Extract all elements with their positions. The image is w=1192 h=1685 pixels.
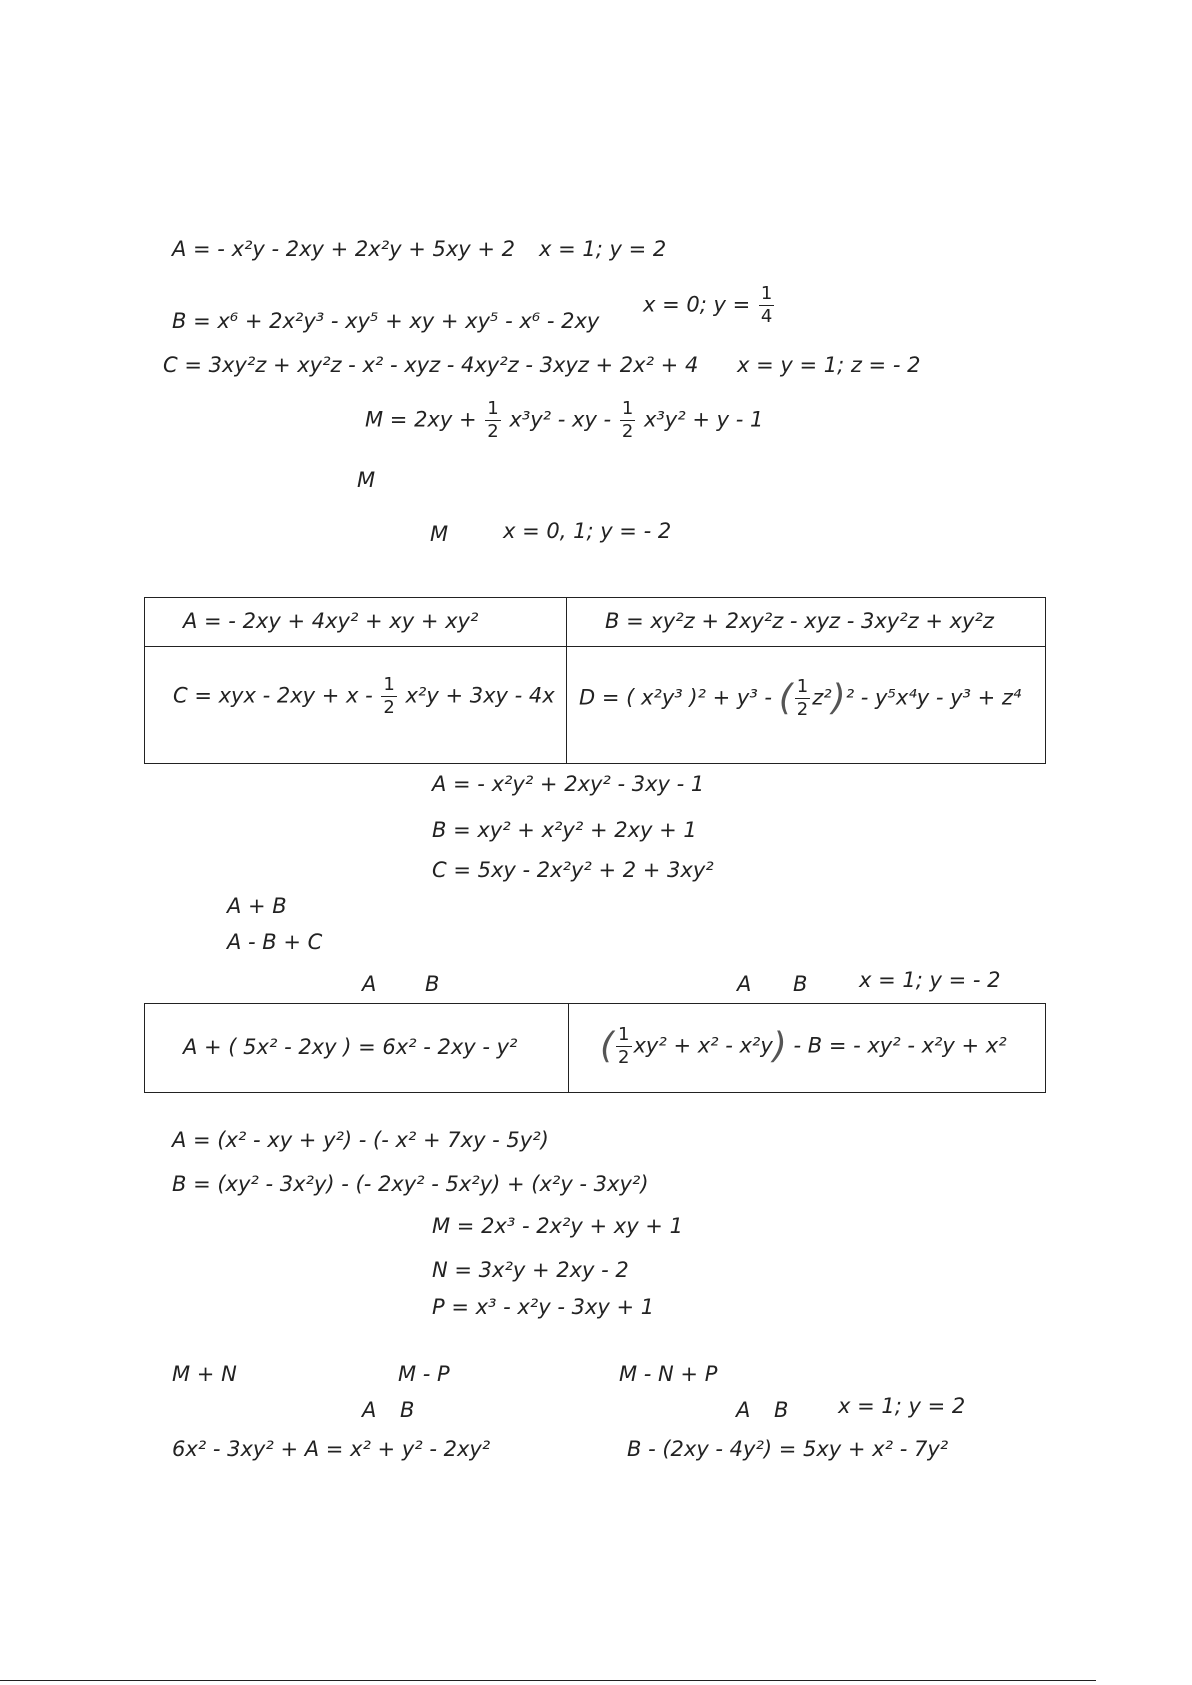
condition-b xyxy=(643,283,776,328)
paren-close: ) xyxy=(772,1025,787,1067)
equation-m3: M = 2x³ - 2x²y + xy + 1 xyxy=(432,1214,683,1238)
polynomial-table-2 xyxy=(144,1003,1046,1093)
equation-final-1: 6x² - 3xy² + A = x² + y² - 2xy² xyxy=(172,1437,491,1461)
fraction-one-half: $\frac{1}{2}$ xyxy=(796,676,809,720)
label-b: B xyxy=(425,972,440,996)
equation-m: M = 2xy + $\frac{1}{2}$ x³y² - xy - $\frac{1}{2}$ x³y² + y - 1 xyxy=(365,398,764,442)
equation-n3: N = 3x²y + 2xy - 2 xyxy=(432,1258,629,1282)
m-label: M xyxy=(430,522,449,546)
fraction-one-half: $\frac{1}{2}$ xyxy=(618,1024,630,1068)
table-cell-b: B = xy²z + 2xy²z - xyz - 3xy²z + xy²z xyxy=(605,609,994,633)
m-label: M xyxy=(357,468,376,492)
equation-final-2: B - (2xy - 4y²) = 5xy + x² - 7y² xyxy=(627,1437,949,1461)
fraction-one-half: $\frac{1}{2}$ xyxy=(487,398,499,442)
paren-close: ) xyxy=(831,677,846,719)
table-divider xyxy=(566,598,567,763)
condition-a: x = 1; y = 2 xyxy=(539,237,667,261)
label-a: A xyxy=(737,972,752,996)
equation-p3: P = x³ - x²y - 3xy + 1 xyxy=(432,1295,655,1319)
label-b: B xyxy=(793,972,808,996)
table-divider xyxy=(145,646,1045,647)
label-a: A xyxy=(736,1398,751,1422)
paren-open: ( xyxy=(600,1025,615,1067)
operation-m-plus-n: M + N xyxy=(172,1362,237,1386)
operation-sum: A + B xyxy=(227,894,287,918)
label-a: A xyxy=(362,972,377,996)
equation-a2: A = - x²y² + 2xy² - 3xy - 1 xyxy=(432,772,705,796)
condition-section3: x = 1; y = 2 xyxy=(838,1394,966,1418)
condition-b-lead: x = 0; y = xyxy=(643,292,751,317)
table-divider xyxy=(568,1004,569,1092)
equation-c: C = 3xy²z + xy²z - x² - xyz - 4xy²z - 3xyz + 2x² + 4 xyxy=(163,353,699,377)
equation-b3: B = (xy² - 3x²y) - (- 2xy² - 5x²y) + (x²y - 3xy²) xyxy=(172,1172,649,1196)
footer-rule xyxy=(0,1680,1096,1681)
table2-right: ( $\frac{1}{2}$ xy² + x² - x²y) - B = - xy² - x²y + x² xyxy=(600,1024,1007,1068)
equation-b: B = x⁶ + 2x²y³ - xy⁵ + xy + xy⁵ - x⁶ - 2xy xyxy=(172,309,600,333)
equation-a: A = - x²y - 2xy + 2x²y + 5xy + 2 xyxy=(172,237,516,261)
label-b: B xyxy=(774,1398,789,1422)
table2-left: A + ( 5x² - 2xy ) = 6x² - 2xy - y² xyxy=(183,1035,518,1059)
operation-m-minus-p: M - P xyxy=(398,1362,450,1386)
operation-m-minus-n-plus-p: M - N + P xyxy=(619,1362,718,1386)
label-a: A xyxy=(362,1398,377,1422)
condition-c: x = y = 1; z = - 2 xyxy=(737,353,921,377)
operation-combined: A - B + C xyxy=(227,930,323,954)
equation-b2: B = xy² + x²y² + 2xy + 1 xyxy=(432,818,697,842)
polynomial-table-1 xyxy=(144,597,1046,764)
fraction-one-quarter: $\frac{1}{4}$ xyxy=(760,283,773,327)
paren-open: ( xyxy=(778,677,793,719)
fraction-one-half: $\frac{1}{2}$ xyxy=(621,398,634,442)
fraction-one-half: $\frac{1}{2}$ xyxy=(383,674,395,718)
label-b: B xyxy=(400,1398,415,1422)
condition-section2: x = 1; y = - 2 xyxy=(859,968,1001,992)
table-cell-d: D = ( x²y³ )² + y³ - ( $\frac{1}{2}$ z²)² - y⁵x⁴y - y³ + z⁴ xyxy=(579,676,1022,720)
equation-a3: A = (x² - xy + y²) - (- x² + 7xy - 5y²) xyxy=(172,1128,549,1152)
condition-m: x = 0, 1; y = - 2 xyxy=(503,519,672,543)
table-cell-a: A = - 2xy + 4xy² + xy + xy² xyxy=(183,609,479,633)
table-cell-c: C = xyx - 2xy + x - $\frac{1}{2}$ x²y + 3xy - 4x xyxy=(173,674,555,718)
equation-c2: C = 5xy - 2x²y² + 2 + 3xy² xyxy=(432,858,714,882)
